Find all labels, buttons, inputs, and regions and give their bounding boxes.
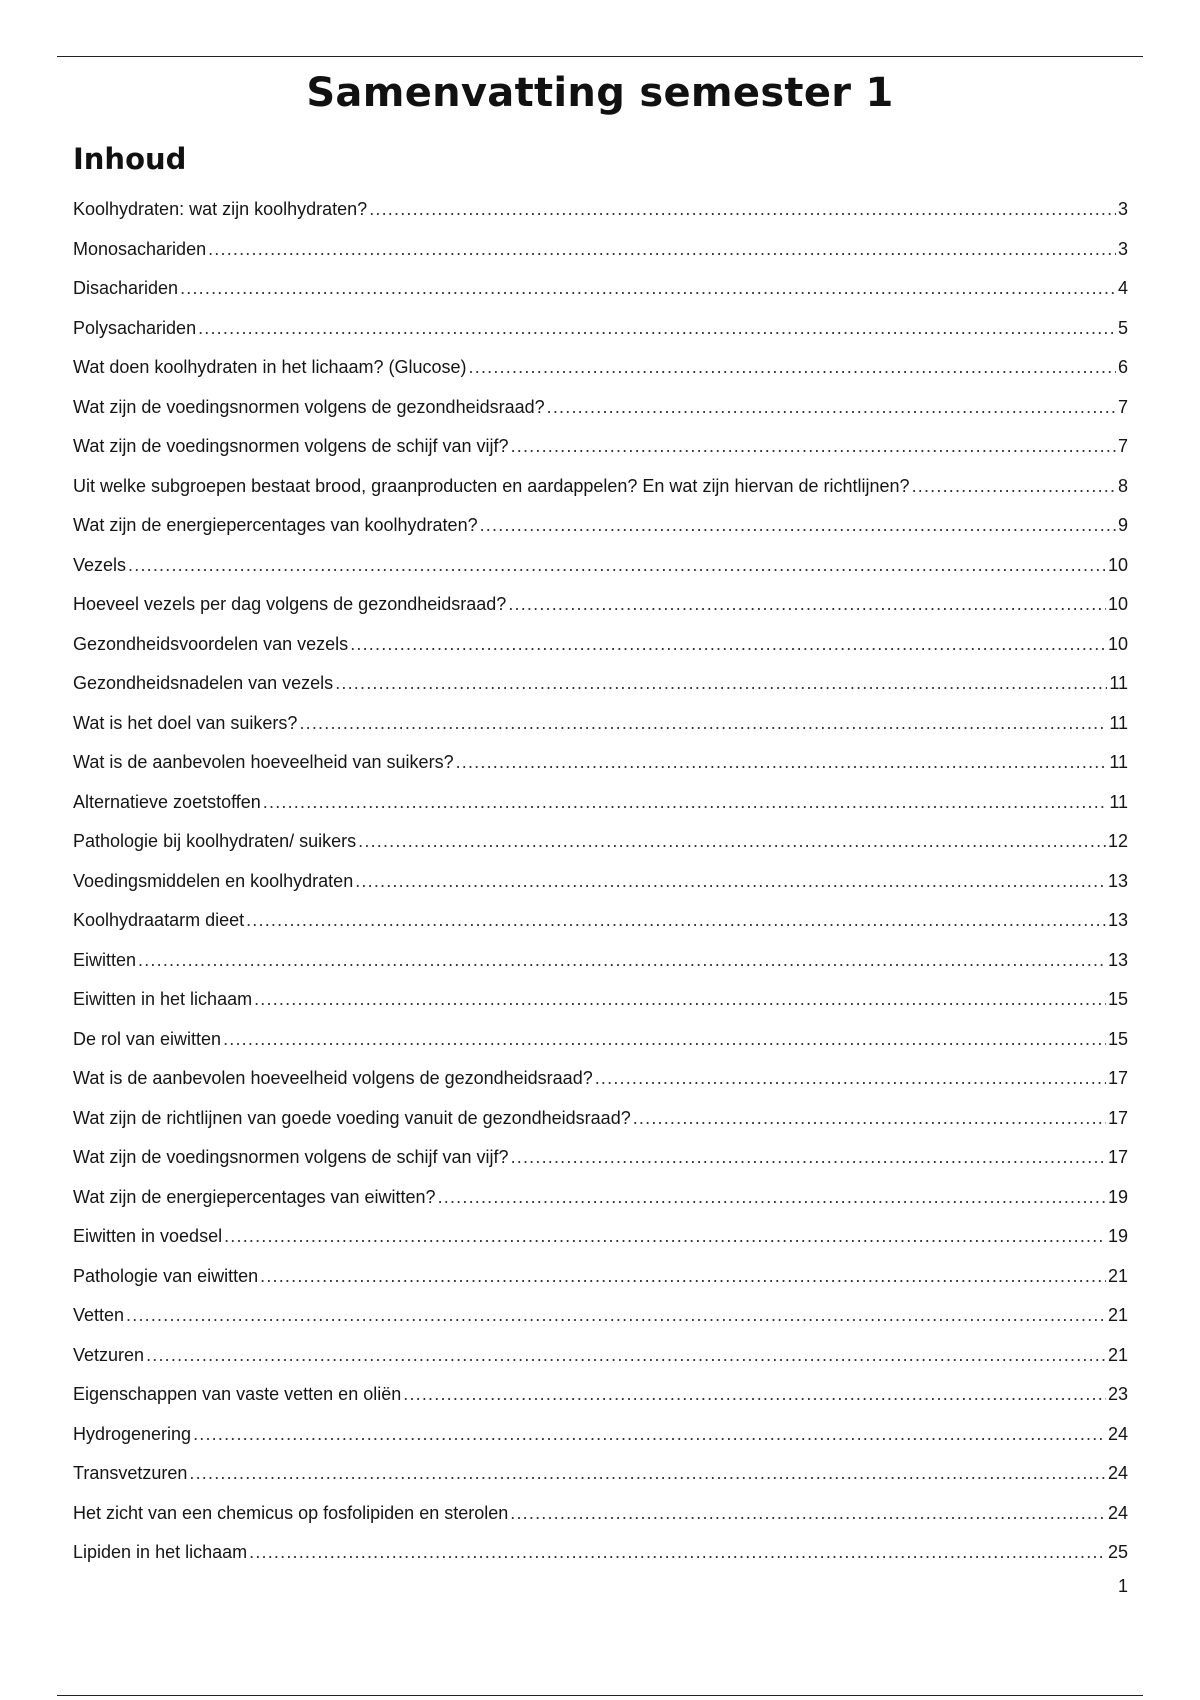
toc-entry-title[interactable]: Wat zijn de energiepercentages van eiwitten? [73, 1186, 436, 1207]
toc-entry[interactable] [73, 309, 1128, 349]
toc-entry[interactable] [73, 1059, 1128, 1099]
dot-leader [193, 1415, 1106, 1455]
toc-entry-page[interactable]: 11 [1109, 791, 1128, 812]
toc-entry-page[interactable]: 21 [1107, 1305, 1128, 1325]
dot-leader [369, 190, 1116, 230]
toc-entry-title[interactable]: Wat zijn de voedingsnormen volgens de schijf van vijf? [73, 436, 509, 456]
dot-leader [189, 1454, 1106, 1494]
toc-entry[interactable] [73, 190, 1128, 230]
dot-leader [254, 980, 1106, 1020]
dot-leader [511, 427, 1116, 467]
toc-entry[interactable] [73, 230, 1128, 270]
toc-entry-page[interactable]: 25 [1107, 1542, 1128, 1562]
dot-leader [146, 1336, 1106, 1376]
toc-entry-title[interactable]: Koolhydraten: wat zijn koolhydraten? [73, 199, 368, 219]
toc-entry-page[interactable]: 17 [1107, 1107, 1128, 1128]
toc-entry-title[interactable]: Wat is het doel van suikers? [73, 712, 298, 733]
toc-entry-title[interactable]: Voedingsmiddelen en koolhydraten [73, 870, 354, 891]
toc-entry-title[interactable]: Pathologie van eiwitten [73, 1265, 259, 1286]
toc-entry[interactable] [73, 941, 1128, 981]
toc-entry-page[interactable]: 21 [1107, 1344, 1128, 1365]
dot-leader [263, 783, 1108, 823]
table-of-contents [73, 190, 1128, 1573]
toc-entry-page[interactable]: 19 [1107, 1226, 1128, 1246]
toc-entry-title[interactable]: Eigenschappen van vaste vetten en oliën [73, 1384, 402, 1404]
toc-entry[interactable] [73, 1020, 1128, 1060]
dot-leader [508, 585, 1106, 625]
toc-entry-title[interactable]: Wat is de aanbevolen hoeveelheid van suikers? [73, 752, 454, 772]
dot-leader [438, 1178, 1106, 1218]
header-rule [57, 56, 1143, 57]
toc-entry-page[interactable]: 17 [1107, 1068, 1128, 1088]
toc-entry[interactable] [73, 1296, 1128, 1336]
toc-entry-page[interactable]: 24 [1107, 1423, 1128, 1444]
toc-entry-page[interactable]: 3 [1117, 238, 1128, 259]
page-number: 1 [1117, 1576, 1128, 1596]
toc-entry[interactable] [73, 1494, 1128, 1534]
toc-entry[interactable] [73, 1375, 1128, 1415]
toc-entry-page[interactable]: 24 [1107, 1502, 1128, 1523]
document-title: Samenvatting semester 1 [306, 70, 894, 116]
toc-entry[interactable] [73, 704, 1128, 744]
dot-leader [128, 546, 1106, 586]
dot-leader [456, 743, 1108, 783]
toc-entry[interactable] [73, 1454, 1128, 1494]
toc-entry-page[interactable]: 17 [1107, 1147, 1128, 1167]
dot-leader [595, 1059, 1106, 1099]
toc-entry-page[interactable]: 6 [1117, 357, 1128, 377]
toc-entry[interactable] [73, 348, 1128, 388]
toc-entry-page[interactable]: 11 [1109, 712, 1128, 733]
toc-entry[interactable] [73, 1138, 1128, 1178]
toc-entry-page[interactable]: 10 [1107, 633, 1128, 654]
toc-entry-title[interactable]: Eiwitten [73, 949, 137, 970]
toc-entry[interactable] [73, 1099, 1128, 1139]
toc-entry-page[interactable]: 10 [1107, 554, 1128, 575]
dot-leader [469, 348, 1116, 388]
toc-entry-title[interactable]: Wat zijn de richtlijnen van goede voeding vanuit de gezondheidsraad? [73, 1107, 631, 1128]
toc-entry-page[interactable]: 5 [1117, 317, 1128, 338]
toc-entry-title[interactable]: Wat zijn de energiepercentages van koolhydraten? [73, 515, 478, 535]
dot-leader [633, 1099, 1106, 1139]
toc-entry-title[interactable]: Wat is de aanbevolen hoeveelheid volgens de gezondheidsraad? [73, 1068, 593, 1088]
toc-entry-title[interactable]: Wat doen koolhydraten in het lichaam? (Glucose) [73, 357, 467, 377]
toc-entry[interactable] [73, 506, 1128, 546]
toc-entry-title[interactable]: Uit welke subgroepen bestaat brood, graanproducten en aardappelen? En wat zijn hiervan de richtlijnen? [73, 475, 910, 496]
toc-entry[interactable] [73, 546, 1128, 586]
toc-entry-page[interactable]: 13 [1107, 949, 1128, 970]
toc-entry-title[interactable]: Eiwitten in het lichaam [73, 989, 253, 1009]
toc-entry[interactable] [73, 664, 1128, 704]
toc-entry-title[interactable]: Vetten [73, 1305, 125, 1325]
toc-entry-title[interactable]: Koolhydraatarm dieet [73, 910, 245, 930]
toc-entry-title[interactable]: De rol van eiwitten [73, 1028, 222, 1049]
toc-entry-title[interactable]: Gezondheidsvoordelen van vezels [73, 633, 349, 654]
dot-leader [350, 625, 1106, 665]
toc-entry[interactable] [73, 1257, 1128, 1297]
toc-entry-title[interactable]: Monosachariden [73, 238, 207, 259]
dot-leader [198, 309, 1116, 349]
toc-entry-page[interactable]: 4 [1117, 278, 1128, 298]
toc-entry-page[interactable]: 15 [1107, 989, 1128, 1009]
dot-leader [510, 1494, 1106, 1534]
toc-entry-page[interactable]: 13 [1107, 910, 1128, 930]
toc-entry[interactable] [73, 822, 1128, 862]
toc-entry-page[interactable]: 12 [1107, 831, 1128, 851]
toc-entry[interactable] [73, 467, 1128, 507]
toc-entry-page[interactable]: 15 [1107, 1028, 1128, 1049]
toc-entry-page[interactable]: 23 [1107, 1384, 1128, 1404]
toc-entry-title[interactable]: Gezondheidsnadelen van vezels [73, 673, 334, 693]
toc-entry-page[interactable]: 10 [1107, 594, 1128, 614]
dot-leader [180, 269, 1116, 309]
toc-entry[interactable] [73, 388, 1128, 428]
toc-entry-title[interactable]: Disachariden [73, 278, 179, 298]
dot-leader [260, 1257, 1106, 1297]
toc-entry-page[interactable]: 11 [1109, 752, 1128, 772]
toc-entry-page[interactable]: 8 [1117, 475, 1128, 496]
toc-entry[interactable] [73, 1178, 1128, 1218]
dot-leader [249, 1533, 1106, 1573]
toc-entry-page[interactable]: 9 [1117, 515, 1128, 535]
toc-entry-page[interactable]: 7 [1117, 436, 1128, 456]
dot-leader [335, 664, 1107, 704]
toc-entry-title[interactable]: Transvetzuren [73, 1463, 188, 1483]
toc-entry-title[interactable]: Vetzuren [73, 1344, 145, 1365]
toc-entry-title[interactable]: Polysachariden [73, 317, 197, 338]
toc-entry[interactable] [73, 783, 1128, 823]
toc-entry[interactable] [73, 743, 1128, 783]
dot-leader [480, 506, 1116, 546]
dot-leader [299, 704, 1107, 744]
toc-heading: Inhoud [73, 142, 187, 176]
toc-entry[interactable] [73, 625, 1128, 665]
toc-entry-title[interactable]: Wat zijn de voedingsnormen volgens de gezondheidsraad? [73, 396, 545, 417]
toc-entry[interactable] [73, 1415, 1128, 1455]
toc-entry-title[interactable]: Wat zijn de voedingsnormen volgens de schijf van vijf? [73, 1147, 509, 1167]
dot-leader [355, 862, 1106, 902]
toc-entry-title[interactable]: Het zicht van een chemicus op fosfolipiden en sterolen [73, 1502, 509, 1523]
toc-entry-title[interactable]: Vezels [73, 554, 127, 575]
toc-entry-title[interactable]: Pathologie bij koolhydraten/ suikers [73, 831, 357, 851]
dot-leader [912, 467, 1116, 507]
toc-entry-page[interactable]: 24 [1107, 1463, 1128, 1483]
toc-entry-title[interactable]: Hydrogenering [73, 1423, 192, 1444]
dot-leader [403, 1375, 1106, 1415]
toc-entry-page[interactable]: 21 [1107, 1265, 1128, 1286]
toc-entry[interactable] [73, 980, 1128, 1020]
toc-entry[interactable] [73, 1336, 1128, 1376]
toc-entry-page[interactable]: 13 [1107, 870, 1128, 891]
dot-leader [547, 388, 1116, 428]
dot-leader [246, 901, 1106, 941]
toc-entry[interactable] [73, 1533, 1128, 1573]
toc-entry-page[interactable]: 3 [1117, 199, 1128, 219]
dot-leader [224, 1217, 1106, 1257]
toc-entry[interactable] [73, 427, 1128, 467]
toc-entry-title[interactable]: Alternatieve zoetstoffen [73, 791, 261, 812]
toc-entry[interactable] [73, 862, 1128, 902]
toc-entry[interactable] [73, 901, 1128, 941]
dot-leader [208, 230, 1116, 270]
toc-entry-title[interactable]: Lipiden in het lichaam [73, 1542, 248, 1562]
dot-leader [138, 941, 1106, 981]
toc-entry[interactable] [73, 585, 1128, 625]
dot-leader [223, 1020, 1106, 1060]
dot-leader [126, 1296, 1106, 1336]
toc-entry-title[interactable]: Hoeveel vezels per dag volgens de gezondheidsraad? [73, 594, 507, 614]
toc-entry-page[interactable]: 11 [1109, 673, 1128, 693]
toc-entry-page[interactable]: 19 [1107, 1186, 1128, 1207]
toc-entry-title[interactable]: Eiwitten in voedsel [73, 1226, 223, 1246]
toc-entry-page[interactable]: 7 [1117, 396, 1128, 417]
toc-entry[interactable] [73, 269, 1128, 309]
dot-leader [358, 822, 1106, 862]
dot-leader [511, 1138, 1106, 1178]
toc-entry[interactable] [73, 1217, 1128, 1257]
footer-rule [57, 1695, 1143, 1696]
